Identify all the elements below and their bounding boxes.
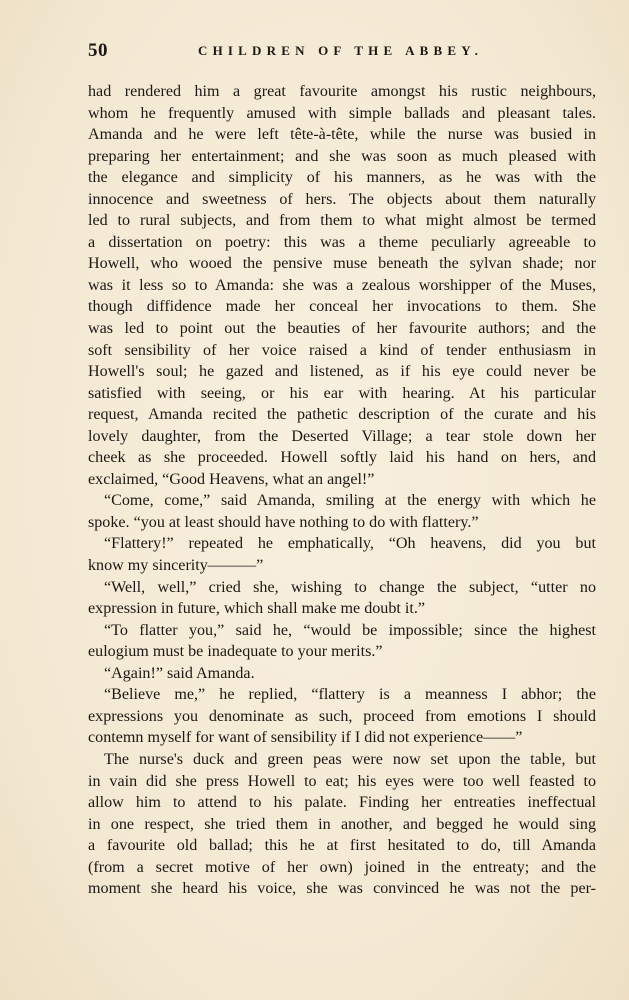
text-line: lovely daughter, from the Deserted Village; a tear stole down her — [88, 427, 596, 445]
text-line: (from a secret motive of her own) joined in the entreaty; and the — [88, 858, 596, 876]
text-line: a dissertation on poetry: this was a theme peculiarly agreeable to — [88, 233, 596, 251]
text-line: innocence and sweetness of hers. The objects about them naturally — [88, 190, 596, 208]
text-line: cheek as she proceeded. Howell softly laid his hand on hers, and — [88, 449, 596, 467]
text-line: moment she heard his voice, she was convinced he was not the per- — [88, 880, 596, 898]
text-line: in one respect, she tried them in another, and begged he would sing — [88, 815, 596, 833]
text-line: had rendered him a great favourite amongst his rustic neighbours, — [88, 83, 596, 100]
text-line: know my sincerity———” — [88, 557, 264, 575]
text-line: spoke. “you at least should have nothing to do with flattery.” — [88, 513, 479, 531]
text-line: “Believe me,” he replied, “flattery is a meanness I abhor; the — [104, 686, 596, 704]
text-line: expression in future, which shall make me doubt it.” — [88, 600, 425, 618]
text-line: “Come, come,” said Amanda, smiling at the energy with which he — [104, 492, 596, 510]
text-line: though diffidence made her conceal her invocations to them. She — [88, 298, 596, 316]
text-line: “To flatter you,” said he, “would be impossible; since the highest — [104, 621, 596, 639]
page-header — [88, 40, 596, 62]
text-line: The nurse's duck and green peas were now set upon the table, but — [104, 750, 596, 768]
text-line: Howell, who wooed the pensive muse beneath the sylvan shade; nor — [88, 255, 596, 273]
text-line: satisfied with seeing, or his ear with hearing. At his particular — [88, 384, 596, 402]
text-line: Amanda and he were left tête-à-tête, while the nurse was busied in — [88, 126, 596, 144]
text-line: exclaimed, “Good Heavens, what an angel!” — [88, 470, 375, 488]
text-line: “Again!” said Amanda. — [104, 664, 255, 682]
text-line: “Well, well,” cried she, wishing to change the subject, “utter no — [104, 578, 596, 596]
text-line: “Flattery!” repeated he emphatically, “Oh heavens, did you but — [104, 535, 596, 553]
text-line: contemn myself for want of sensibility if I did not experience——” — [88, 729, 523, 747]
text-line: request, Amanda recited the pathetic description of the curate and his — [88, 406, 596, 424]
text-line: soft sensibility of her voice raised a kind of tender enthusiasm in — [88, 341, 596, 359]
text-line: led to rural subjects, and from them to what might almost be termed — [88, 212, 596, 230]
text-line: allow him to attend to his palate. Finding her entreaties ineffectual — [88, 794, 596, 812]
text-line: preparing her entertainment; and she was soon as much pleased with — [88, 147, 596, 165]
running-title: CHILDREN OF THE ABBEY. — [198, 43, 484, 58]
text-line: was it less so to Amanda: she was a zealous worshipper of the Muses, — [88, 276, 596, 294]
text-line: in vain did she press Howell to eat; his eyes were too well feasted to — [88, 772, 596, 790]
text-line: was led to point out the beauties of her favourite authors; and the — [88, 320, 596, 338]
text-line: eulogium must be inadequate to your merits.” — [88, 643, 383, 661]
text-line: Howell's soul; he gazed and listened, as if his eye could never be — [88, 363, 596, 381]
body-text — [88, 81, 596, 900]
text-line: expressions you denominate as such, proceed from emotions I should — [88, 707, 596, 725]
page-number: 50 — [88, 40, 108, 61]
text-line: the elegance and simplicity of his manners, as he was with the — [88, 169, 596, 187]
text-line: whom he frequently amused with simple ballads and pleasant tales. — [88, 104, 596, 122]
text-line: a favourite old ballad; this he at first hesitated to do, till Amanda — [88, 837, 596, 855]
